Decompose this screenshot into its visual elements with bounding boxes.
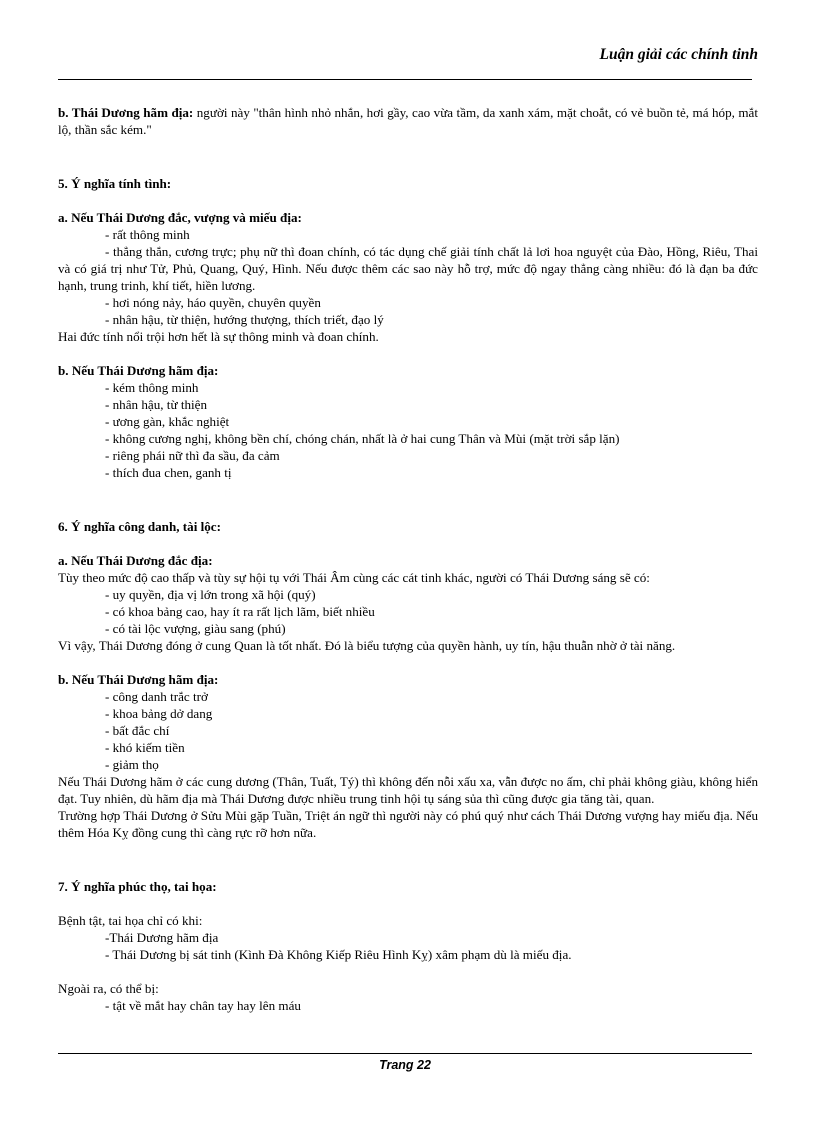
list-item: - thẳng thắn, cương trực; phụ nữ thì đoan chính, có tác dụng chế giải tính chất lả lơi hoa nguyệt của Đào, Hồng, Riêu, Thai và có giá trị như Tử, Phủ, Quang, Quý, Hình. Nếu được thêm các sao này hỗ trợ, mức độ ngay thẳng càng nhiều: đó là đạn ba đức hạnh, trung trinh, khí tiết, hiền lương. — [58, 244, 758, 293]
list-item: - rất thông minh — [105, 227, 190, 242]
list-item: - khó kiếm tiền — [105, 740, 185, 755]
list-item: - giảm thọ — [105, 757, 159, 772]
ham-dia-paragraph — [58, 104, 758, 138]
list-item: - không cương nghị, không bền chí, chóng chán, nhất là ở hai cung Thân và Mùi (mặt trời sắp lặn) — [105, 431, 620, 446]
ham-dia-label: b. Thái Dương hãm địa: — [58, 105, 194, 120]
list-item: - ương gàn, khắc nghiệt — [105, 414, 230, 429]
list-item: - nhân hậu, từ thiện — [105, 397, 208, 412]
header-title: Luận giải các chính tinh — [599, 46, 758, 63]
ham-dia-text: người này "thân hình nhỏ nhắn, hơi gầy, cao vừa tầm, da xanh xám, mặt choắt, có vẻ buồn tẻ, má hóp, mắt lộ, thần sắc kém." — [58, 105, 758, 137]
section-6a-title: a. Nếu Thái Dương đắc địa: — [58, 553, 213, 568]
list-item: - kém thông minh — [105, 380, 199, 395]
list-item: - tật về mắt hay chân tay hay lên máu — [105, 998, 301, 1013]
section-5a-summary: Hai đức tính nổi trội hơn hết là sự thông minh và đoan chính. — [58, 329, 379, 344]
list-item: - công danh trắc trở — [105, 689, 208, 704]
section-7-intro-2: Ngoài ra, có thể bị: — [58, 981, 159, 996]
list-item: -Thái Dương hãm địa — [105, 930, 219, 945]
page-number: Trang 22 — [379, 1058, 431, 1072]
section-6b-paragraph-1: Nếu Thái Dương hãm ở các cung dương (Thân, Tuất, Tý) thì không đến nỗi xấu xa, vẫn được no ấm, chỉ phải không giàu, không hiển đạt. Tuy nhiên, dù hãm địa mà Thái Dương được nhiều trung tinh hội tụ sáng sủa thì cũng được gia tăng tài, quan. — [58, 774, 758, 806]
list-item: - có khoa bảng cao, hay ít ra rất lịch lãm, biết nhiều — [105, 604, 375, 619]
list-item: - bất đắc chí — [105, 723, 170, 738]
list-item: - uy quyền, địa vị lớn trong xã hội (quý) — [105, 587, 316, 602]
section-6b-title: b. Nếu Thái Dương hãm địa: — [58, 672, 219, 687]
section-5a-title: a. Nếu Thái Dương đắc, vượng và miếu địa: — [58, 210, 302, 225]
section-5b-title: b. Nếu Thái Dương hãm địa: — [58, 363, 219, 378]
list-item: - Thái Dương bị sát tinh (Kình Đà Không Kiếp Riêu Hình Kỵ) xâm phạm dù là miếu địa. — [105, 947, 572, 962]
footer-rule — [58, 1053, 752, 1054]
document-body — [58, 104, 758, 1014]
list-item: - hơi nóng nảy, háo quyền, chuyên quyền — [105, 295, 321, 310]
section-6a-summary: Vì vậy, Thái Dương đóng ở cung Quan là tốt nhất. Đó là biểu tượng của quyền hành, uy tín, hậu thuẫn nhờ ở tài năng. — [58, 638, 676, 653]
list-item: - riêng phái nữ thì đa sầu, đa cảm — [105, 448, 280, 463]
section-6a-intro: Tùy theo mức độ cao thấp và tùy sự hội tụ với Thái Âm cùng các cát tinh khác, người có Thái Dương sáng sẽ có: — [58, 570, 650, 585]
list-item: - nhân hậu, từ thiện, hướng thượng, thích triết, đạo lý — [105, 312, 384, 327]
section-7-title: 7. Ý nghĩa phúc thọ, tai họa: — [58, 879, 217, 894]
section-6b-paragraph-2: Trường hợp Thái Dương ở Sửu Mùi gặp Tuần, Triệt án ngữ thì người này có phú quý như cách Thái Dương vượng hay miếu địa. Nếu thêm Hóa Kỵ đồng cung thì càng rực rỡ hơn nữa. — [58, 808, 758, 840]
section-6-title: 6. Ý nghĩa công danh, tài lộc: — [58, 519, 221, 534]
section-7-intro-1: Bệnh tật, tai họa chỉ có khi: — [58, 913, 203, 928]
list-item: - khoa bảng dở dang — [105, 706, 213, 721]
section-5-title: 5. Ý nghĩa tính tình: — [58, 176, 172, 191]
list-item: - có tài lộc vượng, giàu sang (phú) — [105, 621, 286, 636]
list-item: - thích đua chen, ganh tị — [105, 465, 232, 480]
header-rule — [58, 79, 752, 80]
